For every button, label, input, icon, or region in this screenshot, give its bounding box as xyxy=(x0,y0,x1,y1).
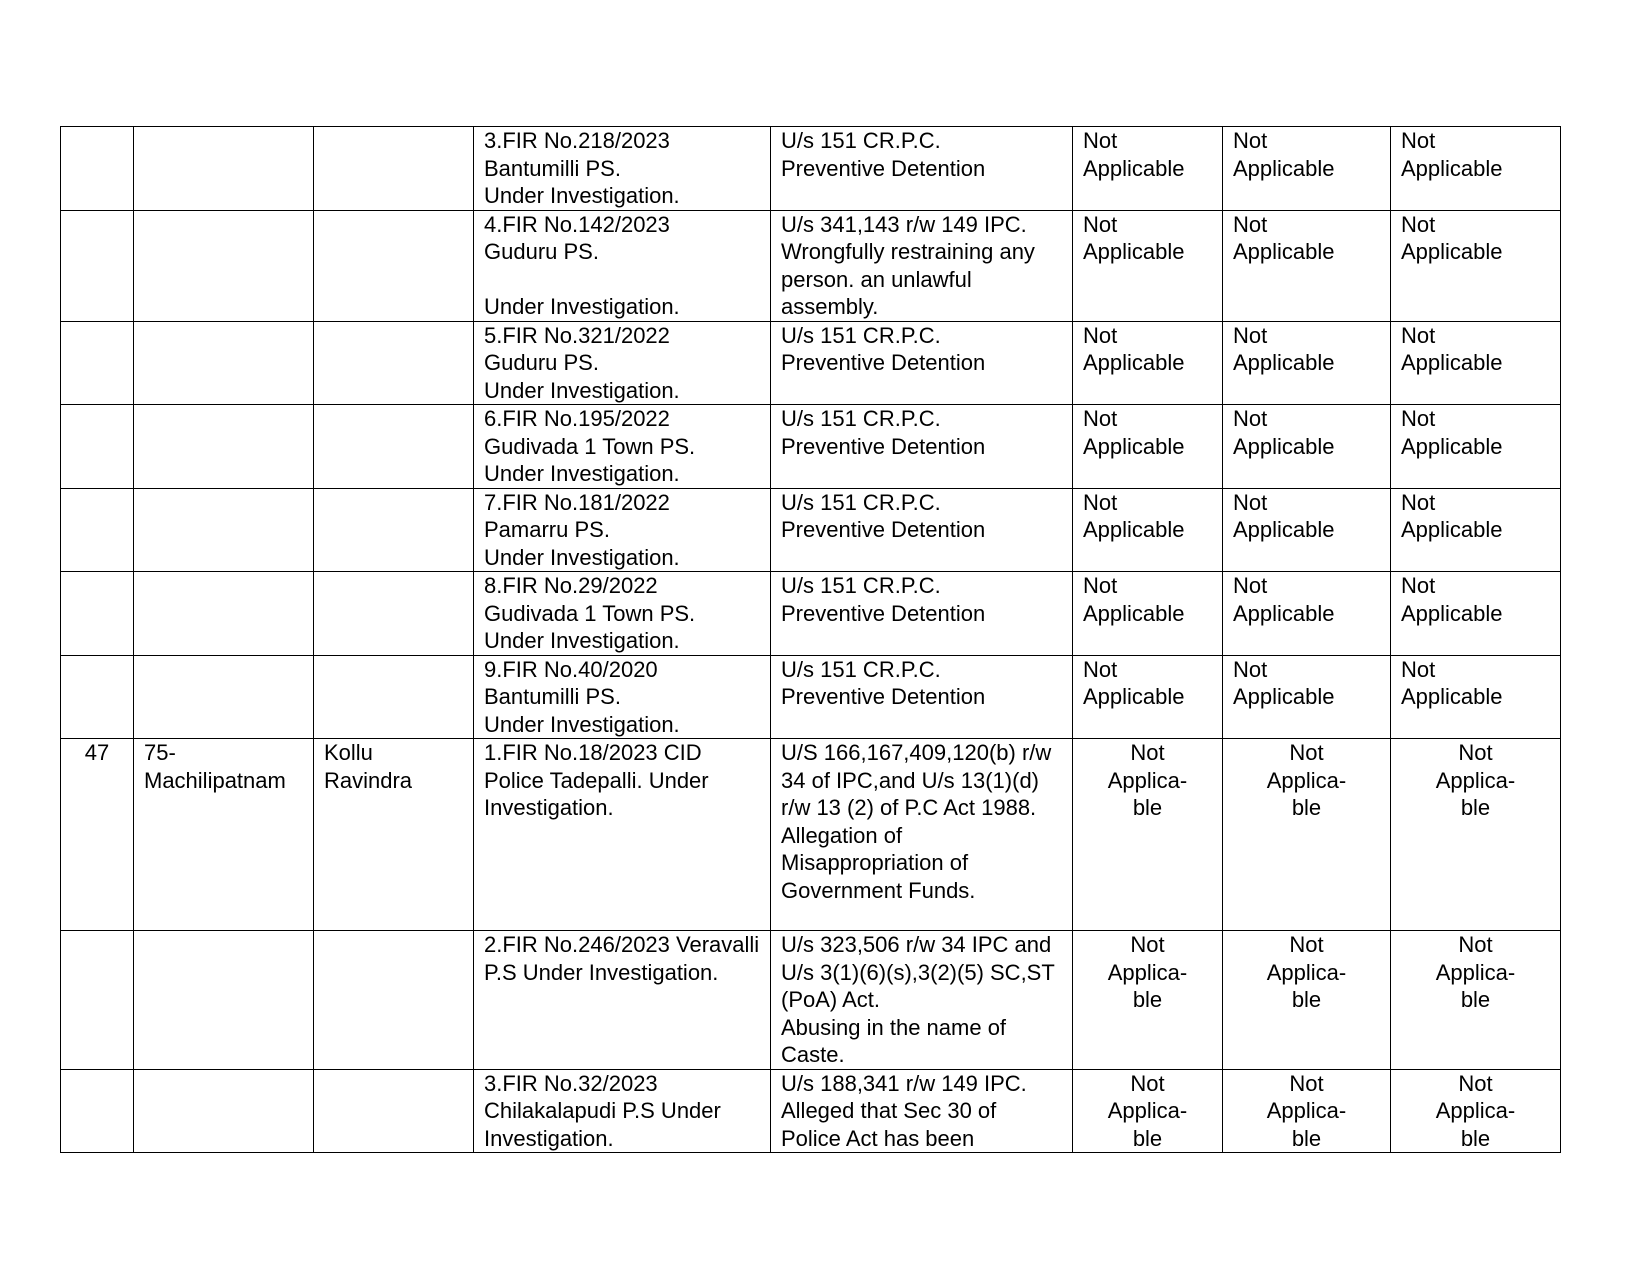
candidate-name-cell xyxy=(314,931,474,1070)
status-cell-3: Not Applica- ble xyxy=(1391,931,1561,1070)
sections-cell: U/s 151 CR.P.C. Preventive Detention xyxy=(771,405,1073,489)
serial-number-cell xyxy=(61,655,134,739)
sections-cell: U/S 166,167,409,120(b) r/w 34 of IPC,and U/s 13(1)(d) r/w 13 (2) of P.C Act 1988. Allegation of Misappropriation of Government Funds. xyxy=(771,739,1073,931)
status-cell-2: Not Applicable xyxy=(1223,210,1391,321)
sections-cell: U/s 341,143 r/w 149 IPC. Wrongfully restraining any person. an unlawful assembly. xyxy=(771,210,1073,321)
serial-number-cell xyxy=(61,572,134,656)
sections-cell: U/s 151 CR.P.C. Preventive Detention xyxy=(771,321,1073,405)
status-cell-1: Not Applicable xyxy=(1073,572,1223,656)
status-cell-2: Not Applica- ble xyxy=(1223,739,1391,931)
candidate-name-cell xyxy=(314,210,474,321)
table-body xyxy=(61,127,1561,1153)
constituency-cell xyxy=(134,488,314,572)
case-details-cell: 3.FIR No.32/2023 Chilakalapudi P.S Under Investigation. xyxy=(474,1069,771,1153)
status-cell-1: Not Applica- ble xyxy=(1073,739,1223,931)
serial-number-cell xyxy=(61,488,134,572)
candidate-name-cell xyxy=(314,127,474,211)
sections-cell: U/s 188,341 r/w 149 IPC. Alleged that Sec 30 of Police Act has been xyxy=(771,1069,1073,1153)
case-details-cell: 3.FIR No.218/2023 Bantumilli PS. Under Investigation. xyxy=(474,127,771,211)
constituency-cell xyxy=(134,405,314,489)
constituency-cell xyxy=(134,1069,314,1153)
status-cell-2: Not Applica- ble xyxy=(1223,931,1391,1070)
table-row xyxy=(61,739,1561,931)
status-cell-1: Not Applicable xyxy=(1073,321,1223,405)
status-cell-3: Not Applicable xyxy=(1391,655,1561,739)
candidate-name-cell xyxy=(314,572,474,656)
serial-number-cell xyxy=(61,127,134,211)
sections-cell: U/s 151 CR.P.C. Preventive Detention xyxy=(771,572,1073,656)
status-cell-1: Not Applicable xyxy=(1073,488,1223,572)
table-row xyxy=(61,1069,1561,1153)
constituency-cell: 75- Machilipatnam xyxy=(134,739,314,931)
status-cell-3: Not Applicable xyxy=(1391,572,1561,656)
sections-cell: U/s 151 CR.P.C. Preventive Detention xyxy=(771,655,1073,739)
status-cell-1: Not Applicable xyxy=(1073,655,1223,739)
serial-number-cell xyxy=(61,405,134,489)
status-cell-3: Not Applica- ble xyxy=(1391,739,1561,931)
candidate-name-cell xyxy=(314,488,474,572)
case-details-table xyxy=(60,126,1561,1153)
table-row xyxy=(61,488,1561,572)
serial-number-cell xyxy=(61,931,134,1070)
status-cell-2: Not Applicable xyxy=(1223,655,1391,739)
status-cell-2: Not Applica- ble xyxy=(1223,1069,1391,1153)
candidate-name-cell xyxy=(314,655,474,739)
constituency-cell xyxy=(134,655,314,739)
table-row xyxy=(61,655,1561,739)
constituency-cell xyxy=(134,572,314,656)
candidate-name-cell xyxy=(314,321,474,405)
status-cell-1: Not Applica- ble xyxy=(1073,1069,1223,1153)
case-details-cell: 9.FIR No.40/2020 Bantumilli PS. Under Investigation. xyxy=(474,655,771,739)
case-details-cell: 7.FIR No.181/2022 Pamarru PS. Under Investigation. xyxy=(474,488,771,572)
table-row xyxy=(61,931,1561,1070)
status-cell-3: Not Applicable xyxy=(1391,488,1561,572)
status-cell-2: Not Applicable xyxy=(1223,321,1391,405)
status-cell-2: Not Applicable xyxy=(1223,572,1391,656)
constituency-cell xyxy=(134,210,314,321)
status-cell-3: Not Applicable xyxy=(1391,321,1561,405)
candidate-name-cell xyxy=(314,405,474,489)
serial-number-cell xyxy=(61,210,134,321)
constituency-cell xyxy=(134,127,314,211)
case-details-cell: 1.FIR No.18/2023 CID Police Tadepalli. Under Investigation. xyxy=(474,739,771,931)
status-cell-3: Not Applicable xyxy=(1391,210,1561,321)
serial-number-cell: 47 xyxy=(61,739,134,931)
table-row xyxy=(61,127,1561,211)
case-details-cell: 5.FIR No.321/2022 Guduru PS. Under Investigation. xyxy=(474,321,771,405)
constituency-cell xyxy=(134,321,314,405)
status-cell-3: Not Applica- ble xyxy=(1391,1069,1561,1153)
candidate-name-cell: Kollu Ravindra xyxy=(314,739,474,931)
candidate-name-cell xyxy=(314,1069,474,1153)
table-row xyxy=(61,210,1561,321)
status-cell-2: Not Applicable xyxy=(1223,488,1391,572)
status-cell-1: Not Applicable xyxy=(1073,405,1223,489)
case-details-cell: 2.FIR No.246/2023 Veravalli P.S Under Investigation. xyxy=(474,931,771,1070)
case-details-cell: 6.FIR No.195/2022 Gudivada 1 Town PS. Under Investigation. xyxy=(474,405,771,489)
table-row xyxy=(61,321,1561,405)
table-row xyxy=(61,405,1561,489)
sections-cell: U/s 151 CR.P.C. Preventive Detention xyxy=(771,127,1073,211)
sections-cell: U/s 323,506 r/w 34 IPC and U/s 3(1)(6)(s),3(2)(5) SC,ST (PoA) Act. Abusing in the name of Caste. xyxy=(771,931,1073,1070)
case-details-cell: 4.FIR No.142/2023 Guduru PS. Under Investigation. xyxy=(474,210,771,321)
status-cell-2: Not Applicable xyxy=(1223,405,1391,489)
status-cell-2: Not Applicable xyxy=(1223,127,1391,211)
status-cell-3: Not Applicable xyxy=(1391,405,1561,489)
status-cell-1: Not Applica- ble xyxy=(1073,931,1223,1070)
constituency-cell xyxy=(134,931,314,1070)
status-cell-3: Not Applicable xyxy=(1391,127,1561,211)
status-cell-1: Not Applicable xyxy=(1073,210,1223,321)
status-cell-1: Not Applicable xyxy=(1073,127,1223,211)
serial-number-cell xyxy=(61,321,134,405)
sections-cell: U/s 151 CR.P.C. Preventive Detention xyxy=(771,488,1073,572)
case-details-cell: 8.FIR No.29/2022 Gudivada 1 Town PS. Under Investigation. xyxy=(474,572,771,656)
table-row xyxy=(61,572,1561,656)
serial-number-cell xyxy=(61,1069,134,1153)
